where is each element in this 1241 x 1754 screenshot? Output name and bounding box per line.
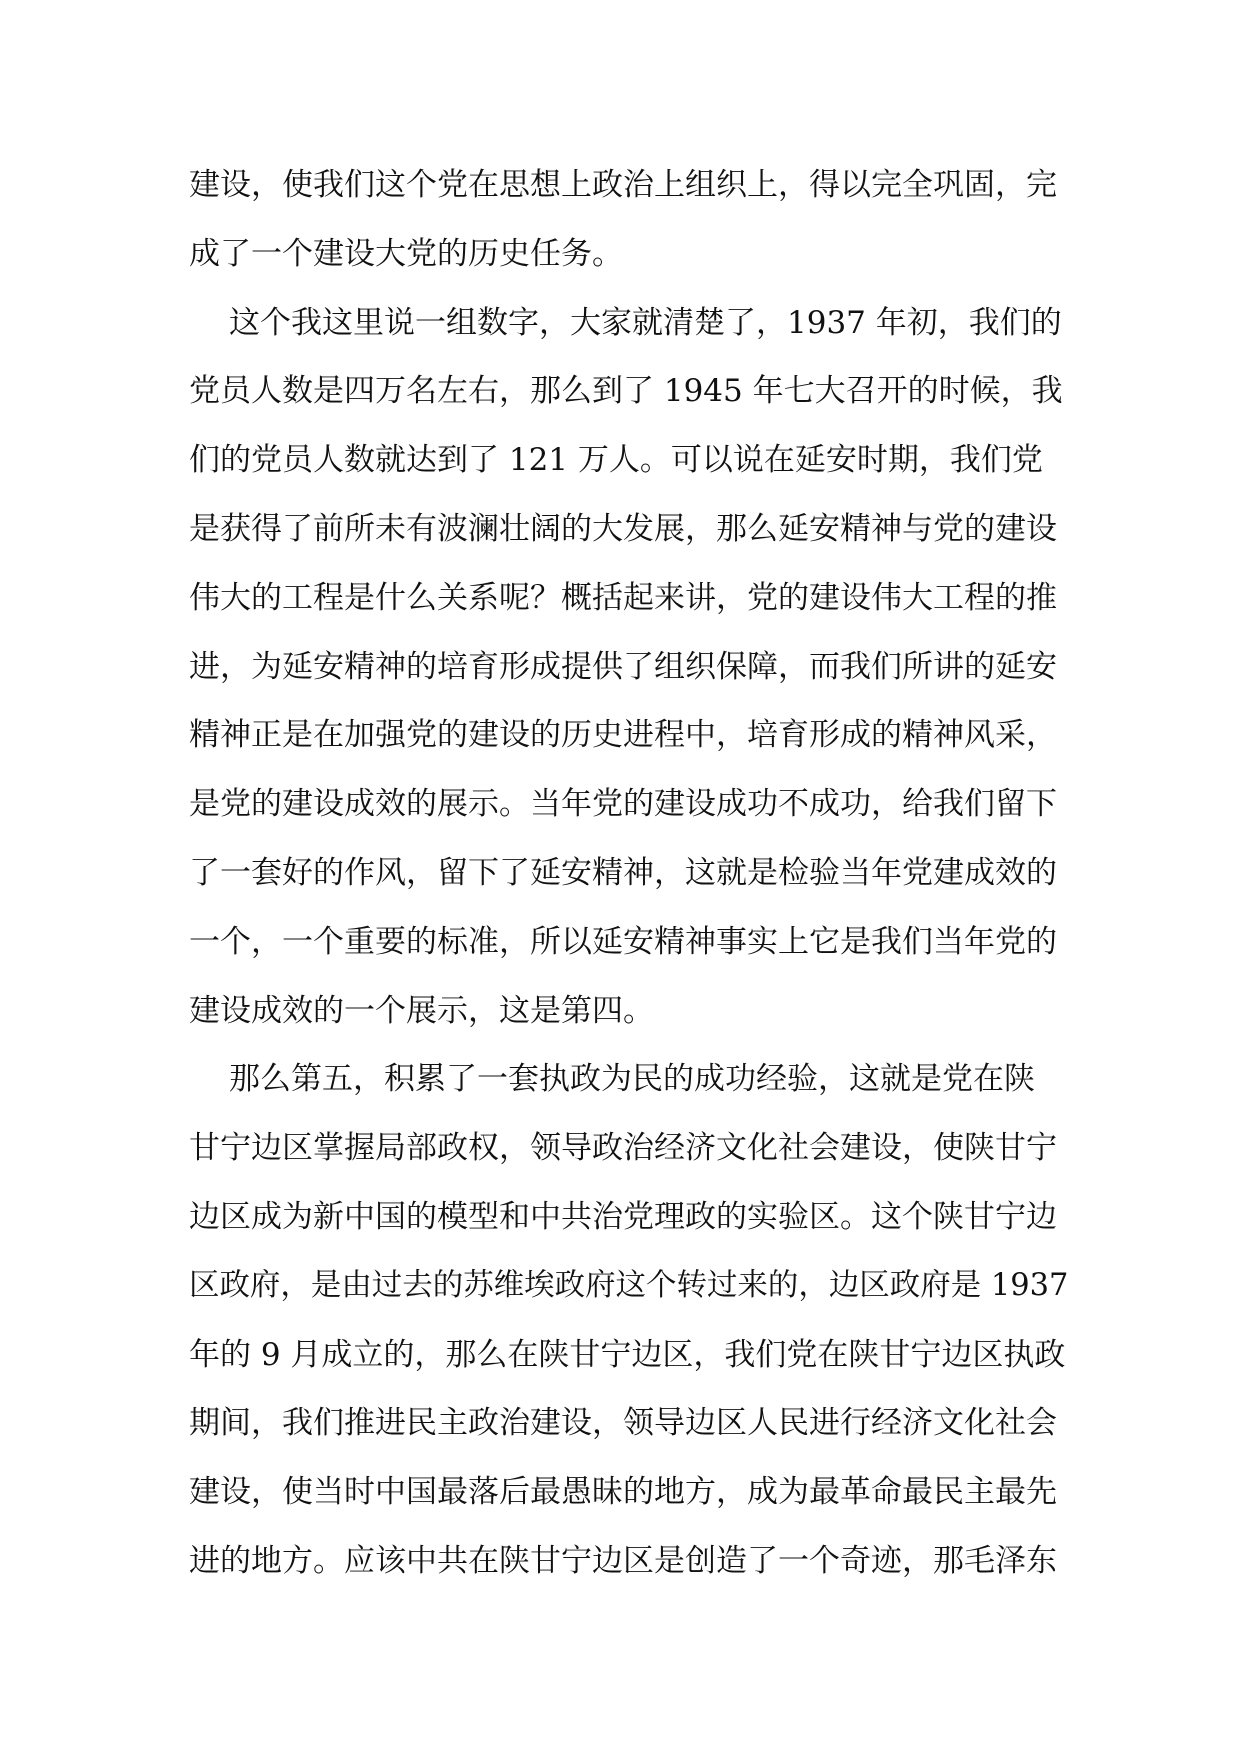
text-line: 建设成效的一个展示，这是第四。 (189, 992, 654, 1029)
text-line: 进的地方。应该中共在陕甘宁边区是创造了一个奇迹，那毛泽东 (189, 1542, 1057, 1579)
text-line: 党员人数是四万名左右，那么到了 1945 年七大召开的时候，我 (189, 373, 1063, 410)
text-line: 是党的建设成效的展示。当年党的建设成功不成功，给我们留下 (189, 786, 1057, 823)
paragraph-first-line: 那么第五，积累了一套执政为民的成功经验，这就是党在陕 (229, 1061, 1035, 1098)
text-line: 建设，使当时中国最落后最愚昧的地方，成为最革命最民主最先 (189, 1474, 1057, 1511)
text-line: 成了一个建设大党的历史任务。 (189, 235, 623, 272)
text-line: 年的 9 月成立的，那么在陕甘宁边区，我们党在陕甘宁边区执政 (189, 1336, 1066, 1373)
text-line: 精神正是在加强党的建设的历史进程中，培育形成的精神风采， (189, 717, 1057, 754)
text-line: 边区成为新中国的模型和中共治党理政的实验区。这个陕甘宁边 (189, 1198, 1057, 1235)
text-line: 伟大的工程是什么关系呢？概括起来讲，党的建设伟大工程的推 (189, 579, 1057, 616)
text-line: 甘宁边区掌握局部政权，领导政治经济文化社会建设，使陕甘宁 (189, 1130, 1057, 1167)
paragraph-first-line: 这个我这里说一组数字，大家就清楚了，1937 年初，我们的 (229, 304, 1062, 341)
text-line: 进，为延安精神的培育形成提供了组织保障，而我们所讲的延安 (189, 648, 1057, 685)
text-line: 期间，我们推进民主政治建设，领导边区人民进行经济文化社会 (189, 1405, 1057, 1442)
text-line: 一个，一个重要的标准，所以延安精神事实上它是我们当年党的 (189, 923, 1057, 960)
text-line: 了一套好的作风，留下了延安精神，这就是检验当年党建成效的 (189, 854, 1057, 891)
text-line: 区政府，是由过去的苏维埃政府这个转过来的，边区政府是 1937 (189, 1267, 1069, 1303)
text-line: 建设，使我们这个党在思想上政治上组织上，得以完全巩固，完 (189, 167, 1057, 203)
document-body (189, 151, 1069, 1596)
text-line: 们的党员人数就达到了 121 万人。可以说在延安时期，我们党 (189, 442, 1043, 479)
text-line: 是获得了前所未有波澜壮阔的大发展，那么延安精神与党的建设 (189, 510, 1057, 547)
